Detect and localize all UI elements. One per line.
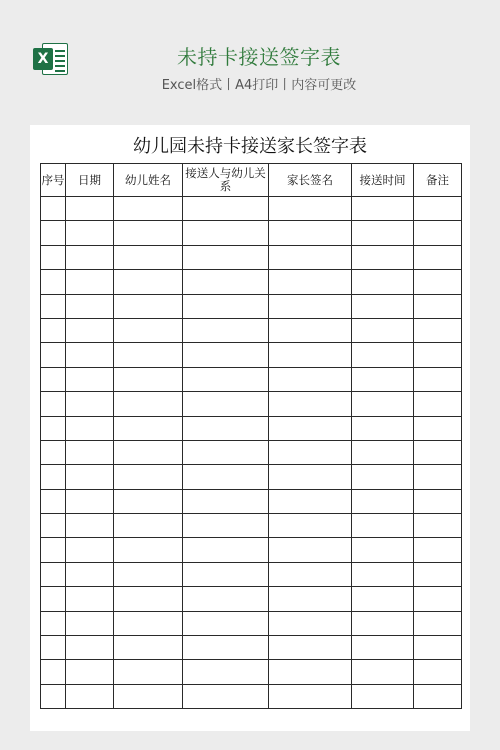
table-cell[interactable] — [183, 636, 269, 660]
table-row — [41, 587, 462, 611]
column-header-relation: 接送人与幼儿关系 — [183, 164, 269, 197]
table-cell[interactable] — [352, 440, 414, 464]
table-cell[interactable] — [414, 294, 462, 318]
table-row — [41, 197, 462, 221]
table-cell[interactable] — [66, 318, 114, 342]
table-row — [41, 489, 462, 513]
table-cell[interactable] — [114, 367, 183, 391]
table-cell[interactable] — [183, 514, 269, 538]
table-row — [41, 611, 462, 635]
table-row — [41, 294, 462, 318]
column-header-notes: 备注 — [414, 164, 462, 197]
table-cell[interactable] — [114, 294, 183, 318]
table-cell[interactable] — [41, 367, 66, 391]
table-cell[interactable] — [66, 562, 114, 586]
table-cell[interactable] — [414, 465, 462, 489]
table-cell[interactable] — [66, 514, 114, 538]
table-cell[interactable] — [269, 416, 352, 440]
table-cell[interactable] — [114, 489, 183, 513]
table-cell[interactable] — [414, 562, 462, 586]
table-cell[interactable] — [66, 367, 114, 391]
table-cell[interactable] — [269, 684, 352, 708]
table-cell[interactable] — [352, 587, 414, 611]
table-cell[interactable] — [66, 636, 114, 660]
table-cell[interactable] — [114, 684, 183, 708]
document-title: 幼儿园未持卡接送家长签字表 — [133, 136, 367, 157]
table-cell[interactable] — [66, 294, 114, 318]
table-cell[interactable] — [269, 270, 352, 294]
table-cell[interactable] — [352, 611, 414, 635]
table-cell[interactable] — [414, 197, 462, 221]
table-cell[interactable] — [414, 440, 462, 464]
table-cell[interactable] — [183, 416, 269, 440]
table-row — [41, 465, 462, 489]
table-cell[interactable] — [66, 270, 114, 294]
table-cell[interactable] — [66, 416, 114, 440]
table-cell[interactable] — [114, 416, 183, 440]
table-cell[interactable] — [41, 489, 66, 513]
table-cell[interactable] — [41, 343, 66, 367]
table-cell[interactable] — [41, 660, 66, 684]
table-cell[interactable] — [41, 294, 66, 318]
excel-icon — [33, 42, 69, 76]
column-header-pickup-time: 接送时间 — [352, 164, 414, 197]
table-row — [41, 416, 462, 440]
table-cell[interactable] — [269, 294, 352, 318]
table-cell[interactable] — [114, 538, 183, 562]
table-cell[interactable] — [414, 416, 462, 440]
table-cell[interactable] — [41, 514, 66, 538]
table-cell[interactable] — [183, 489, 269, 513]
table-cell[interactable] — [352, 392, 414, 416]
table-cell[interactable] — [66, 660, 114, 684]
table-cell[interactable] — [269, 367, 352, 391]
table-cell[interactable] — [66, 221, 114, 245]
table-cell[interactable] — [414, 245, 462, 269]
table-cell[interactable] — [183, 440, 269, 464]
table-cell[interactable] — [352, 367, 414, 391]
table-cell[interactable] — [41, 245, 66, 269]
page-subtitle: Excel格式丨A4打印丨内容可更改 — [161, 78, 357, 93]
table-cell[interactable] — [66, 440, 114, 464]
table-cell[interactable] — [352, 538, 414, 562]
table-cell[interactable] — [414, 660, 462, 684]
table-row — [41, 221, 462, 245]
table-row — [41, 660, 462, 684]
table-cell[interactable] — [414, 343, 462, 367]
table-cell[interactable] — [414, 392, 462, 416]
table-cell[interactable] — [352, 197, 414, 221]
table-cell[interactable] — [41, 221, 66, 245]
table-cell[interactable] — [183, 221, 269, 245]
table-cell[interactable] — [114, 587, 183, 611]
table-row — [41, 440, 462, 464]
table-cell[interactable] — [41, 611, 66, 635]
table-cell[interactable] — [352, 660, 414, 684]
table-row — [41, 392, 462, 416]
excel-icon-letter: X — [33, 48, 53, 70]
table-cell[interactable] — [269, 489, 352, 513]
table-cell[interactable] — [414, 514, 462, 538]
table-cell[interactable] — [41, 562, 66, 586]
table-cell[interactable] — [269, 221, 352, 245]
table-cell[interactable] — [66, 538, 114, 562]
table-cell[interactable] — [352, 270, 414, 294]
table-cell[interactable] — [114, 197, 183, 221]
table-body — [41, 197, 462, 709]
table-row — [41, 367, 462, 391]
table-cell[interactable] — [414, 318, 462, 342]
table-cell[interactable] — [183, 343, 269, 367]
table-cell[interactable] — [66, 684, 114, 708]
table-row — [41, 245, 462, 269]
table-row — [41, 538, 462, 562]
table-cell[interactable] — [269, 660, 352, 684]
table-row — [41, 684, 462, 708]
table-cell[interactable] — [352, 562, 414, 586]
table-cell[interactable] — [114, 636, 183, 660]
table-cell[interactable] — [269, 514, 352, 538]
table-cell[interactable] — [269, 465, 352, 489]
sign-table — [40, 163, 462, 709]
table-cell[interactable] — [183, 318, 269, 342]
table-cell[interactable] — [183, 538, 269, 562]
header — [0, 0, 500, 118]
table-cell[interactable] — [352, 636, 414, 660]
table-cell[interactable] — [66, 245, 114, 269]
table-cell[interactable] — [183, 367, 269, 391]
table-cell[interactable] — [183, 611, 269, 635]
table-row — [41, 636, 462, 660]
table-cell[interactable] — [41, 197, 66, 221]
table-cell[interactable] — [183, 270, 269, 294]
table-row — [41, 562, 462, 586]
table-cell[interactable] — [352, 684, 414, 708]
table-cell[interactable] — [183, 660, 269, 684]
table-cell[interactable] — [352, 465, 414, 489]
table-header-row — [41, 164, 462, 197]
table-cell[interactable] — [66, 465, 114, 489]
table-cell[interactable] — [66, 343, 114, 367]
table-cell[interactable] — [41, 270, 66, 294]
table-cell[interactable] — [352, 514, 414, 538]
table-row — [41, 514, 462, 538]
table-cell[interactable] — [41, 392, 66, 416]
column-header-index: 序号 — [41, 164, 66, 197]
table-cell[interactable] — [114, 514, 183, 538]
table-cell[interactable] — [114, 611, 183, 635]
table-cell[interactable] — [352, 416, 414, 440]
table-cell[interactable] — [66, 587, 114, 611]
page-title: 未持卡接送签字表 — [177, 45, 341, 69]
table-cell[interactable] — [41, 416, 66, 440]
table-cell[interactable] — [41, 538, 66, 562]
table-cell[interactable] — [352, 221, 414, 245]
table-cell[interactable] — [41, 465, 66, 489]
table-row — [41, 270, 462, 294]
table-cell[interactable] — [114, 465, 183, 489]
column-header-date: 日期 — [66, 164, 114, 197]
table-cell[interactable] — [183, 392, 269, 416]
table-cell[interactable] — [269, 440, 352, 464]
table-cell[interactable] — [414, 538, 462, 562]
table-cell[interactable] — [352, 318, 414, 342]
table-cell[interactable] — [352, 343, 414, 367]
table-cell[interactable] — [183, 294, 269, 318]
table-cell[interactable] — [269, 245, 352, 269]
table-cell[interactable] — [183, 684, 269, 708]
table-cell[interactable] — [414, 221, 462, 245]
table-cell[interactable] — [114, 343, 183, 367]
table-cell[interactable] — [114, 440, 183, 464]
table-cell[interactable] — [269, 538, 352, 562]
table-cell[interactable] — [114, 221, 183, 245]
table-cell[interactable] — [183, 587, 269, 611]
table-cell[interactable] — [114, 562, 183, 586]
table-cell[interactable] — [66, 489, 114, 513]
table-cell[interactable] — [183, 197, 269, 221]
table-cell[interactable] — [114, 245, 183, 269]
table-cell[interactable] — [41, 684, 66, 708]
table-cell[interactable] — [414, 270, 462, 294]
table-cell[interactable] — [183, 245, 269, 269]
table-cell[interactable] — [114, 392, 183, 416]
table-cell[interactable] — [414, 611, 462, 635]
table-cell[interactable] — [41, 318, 66, 342]
table-row — [41, 318, 462, 342]
table-cell[interactable] — [114, 660, 183, 684]
table-cell[interactable] — [269, 562, 352, 586]
table-cell[interactable] — [269, 587, 352, 611]
table-cell[interactable] — [269, 392, 352, 416]
table-cell[interactable] — [414, 367, 462, 391]
table-cell[interactable] — [66, 611, 114, 635]
table-cell[interactable] — [269, 343, 352, 367]
table-cell[interactable] — [414, 636, 462, 660]
table-row — [41, 343, 462, 367]
table-cell[interactable] — [269, 318, 352, 342]
table-cell[interactable] — [41, 636, 66, 660]
column-header-parent-signature: 家长签名 — [269, 164, 352, 197]
table-cell[interactable] — [414, 489, 462, 513]
table-cell[interactable] — [183, 465, 269, 489]
table-cell[interactable] — [183, 562, 269, 586]
table-cell[interactable] — [269, 636, 352, 660]
table-cell[interactable] — [352, 245, 414, 269]
table-cell[interactable] — [269, 197, 352, 221]
table-cell[interactable] — [66, 392, 114, 416]
table-cell[interactable] — [41, 440, 66, 464]
table-cell[interactable] — [269, 611, 352, 635]
table-cell[interactable] — [414, 587, 462, 611]
table-cell[interactable] — [41, 587, 66, 611]
table-cell[interactable] — [114, 270, 183, 294]
column-header-child-name: 幼儿姓名 — [114, 164, 183, 197]
table-cell[interactable] — [352, 294, 414, 318]
table-cell[interactable] — [352, 489, 414, 513]
table-cell[interactable] — [114, 318, 183, 342]
table-cell[interactable] — [414, 684, 462, 708]
document-preview — [30, 125, 470, 731]
table-cell[interactable] — [66, 197, 114, 221]
